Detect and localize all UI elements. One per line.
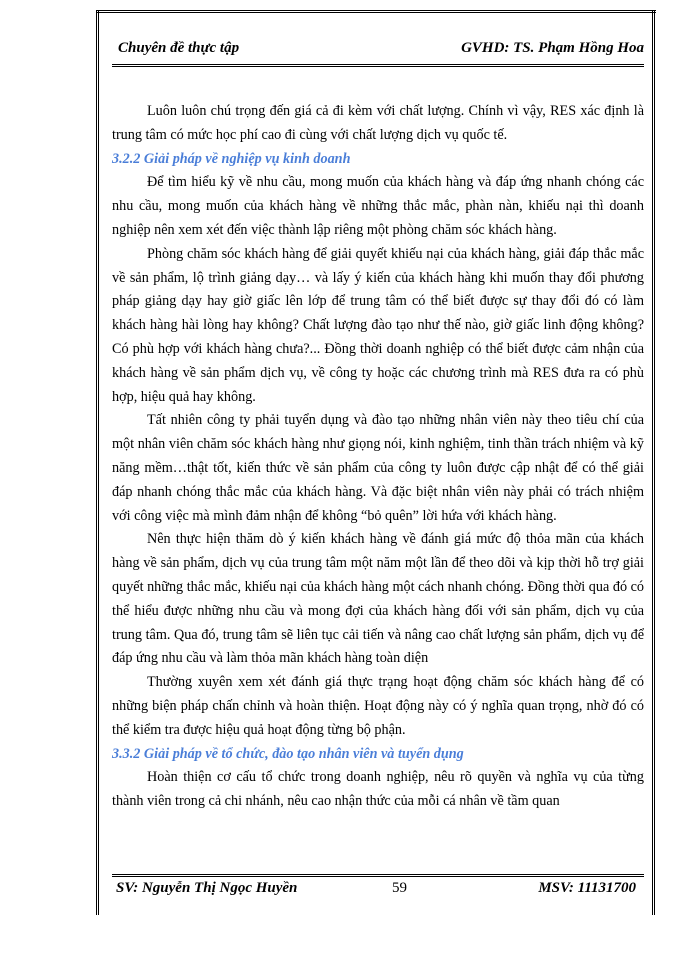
paragraph: Hoàn thiện cơ cấu tổ chức trong doanh nghiệp, nêu rõ quyền và nghĩa vụ của từng thành viên trong cả chi nhánh, nêu cao nhận thức của mỗi cá nhân về tầm quan <box>112 769 644 810</box>
page-footer <box>112 880 644 902</box>
footer-rule <box>112 874 644 877</box>
paragraph: Phòng chăm sóc khách hàng để giải quyết khiếu nại của khách hàng, giải đáp thắc mắc về sản phẩm, lộ trình giảng dạy… và lấy ý kiến của khách hàng khi muốn thay đổi phương pháp giảng dạy hay giờ giấc lên lớp để trung tâm có thể biết được sự thay đổi đó có làm khách hàng hài lòng hay không? Chất lượng đào tạo như thế nào, giờ giấc linh động không? Có phù hợp với khách hàng chưa?... Đồng thời doanh nghiệp có thể biết được cảm nhận của khách hàng về sản phẩm dịch vụ, về công ty hoặc các chương trình mà RES đưa ra có phù hợp, hiệu quả hay không. <box>112 245 644 405</box>
paragraph: Thường xuyên xem xét đánh giá thực trạng hoạt động chăm sóc khách hàng để có những biện pháp chấn chỉnh và hoàn thiện. Hoạt động này có ý nghĩa quan trọng, nhờ đó có thể kiểm tra được hiệu quả hoạt động từng bộ phận. <box>112 674 644 738</box>
document-body <box>112 100 644 814</box>
header-advisor: GVHD: TS. Phạm Hồng Hoa <box>461 40 644 56</box>
paragraph: Luôn luôn chú trọng đến giá cả đi kèm với chất lượng. Chính vì vậy, RES xác định là trung tâm có mức học phí cao đi cùng với chất lượng dịch vụ quốc tế. <box>112 103 644 143</box>
header-title: Chuyên đề thực tập <box>118 40 240 56</box>
footer-student-id: MSV: 11131700 <box>538 880 636 896</box>
section-heading: 3.2.2 Giải pháp về nghiệp vụ kinh doanh <box>112 150 351 167</box>
header-rule <box>112 64 644 67</box>
footer-student: SV: Nguyễn Thị Ngọc Huyền <box>116 880 298 896</box>
paragraph: Nên thực hiện thăm dò ý kiến khách hàng về đánh giá mức độ thỏa mãn của khách hàng về sản phẩm, dịch vụ của trung tâm một năm một lần để theo dõi và kịp thời hỗ trợ giải quyết những thắc mắc, khiếu nại của khách hàng một cách nhanh chóng. Đồng thời qua đó có thể hiểu được những nhu cầu và mong đợi của khách hàng đối với sản phẩm, dịch vụ của trung tâm. Qua đó, trung tâm sẽ liên tục cải tiến và nâng cao chất lượng sản phẩm, dịch vụ để đáp ứng nhu cầu và làm thỏa mãn khách hàng toàn diện <box>112 531 644 667</box>
page-header <box>112 40 652 62</box>
section-heading: 3.3.2 Giải pháp về tổ chức, đào tạo nhân viên và tuyển dụng <box>112 745 464 762</box>
page-border-top <box>96 10 656 13</box>
page-number: 59 <box>392 880 407 896</box>
page-border-right <box>652 10 655 915</box>
paragraph: Tất nhiên công ty phải tuyển dụng và đào tạo những nhân viên này theo tiêu chí của một nhân viên chăm sóc khách hàng như giọng nói, kinh nghiệm, tinh thần trách nhiệm và kỹ năng mềm…thật tốt, kiến thức về sản phẩm của công ty luôn được cập nhật để có thể giải đáp nhanh chóng thắc mắc của khách hàng. Và đặc biệt nhân viên này phải có trách nhiệm với công việc mà mình đảm nhận để không “bỏ quên” lời hứa với khách hàng. <box>112 412 644 524</box>
page-border-left <box>96 10 99 915</box>
paragraph: Để tìm hiểu kỹ về nhu cầu, mong muốn của khách hàng và đáp ứng nhanh chóng các nhu cầu, mong muốn của khách hàng về những thắc mắc, phàn nàn, khiếu nại thì doanh nghiệp nên xem xét đến việc thành lập riêng một phòng chăm sóc khách hàng. <box>112 174 644 238</box>
